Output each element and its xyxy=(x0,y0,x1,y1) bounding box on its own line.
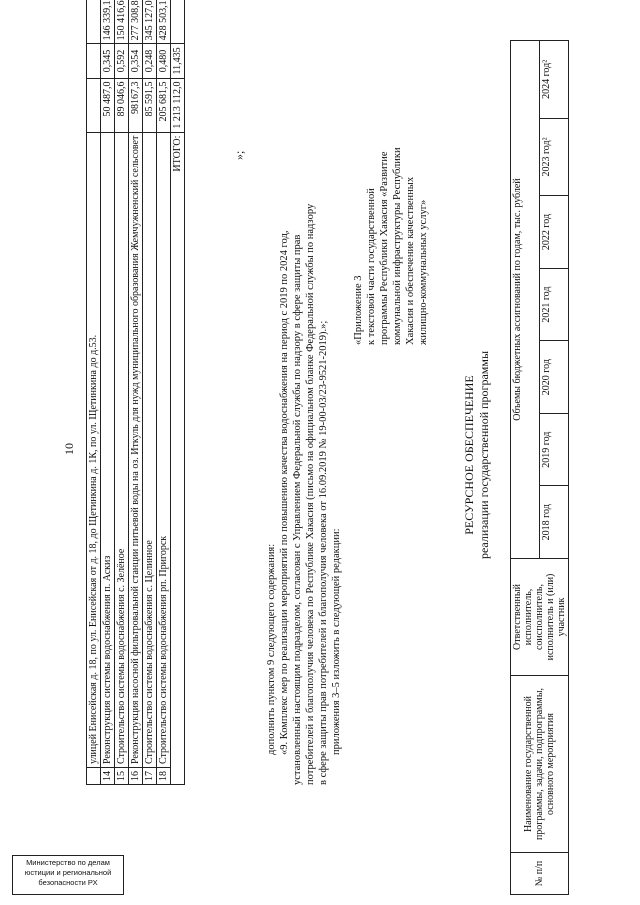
budget-group-header: Объемы бюджетных ассигнований по годам, тыс. рублей xyxy=(511,41,540,559)
year-header: 2022 год xyxy=(540,196,569,269)
year-header: 2020 год xyxy=(540,341,569,414)
col-name-header: Наименование государственной программы, задачи, подпрограммы, основного мероприятия xyxy=(511,676,569,853)
objects-table xyxy=(86,0,185,785)
paragraph-text: «9. Комплекс мер по реализации мероприятий по повышению качества водоснабжения на период с 2019 по 2024 год, xyxy=(279,230,290,755)
section-title: РЕСУРСНОЕ ОБЕСПЕЧЕНИЕ xyxy=(462,375,476,535)
row-name: Строительство системы водоснабжения с. Зелёное xyxy=(115,132,129,767)
stamp-line: юстиции и региональной xyxy=(24,868,112,877)
appendix-line: жилищно-коммунальных услуг» xyxy=(418,199,429,345)
appendix-line: Хакасия и обеспечение качественных xyxy=(405,176,416,345)
col-num-header: № п/п xyxy=(511,853,569,895)
paragraph-text: потребителей и благополучия человека по Республике Хакасия (письмо на официальном бланке Федеральной службы по надзору xyxy=(305,203,316,785)
row-number: 17 xyxy=(143,768,157,785)
row-value-1: 50 487,0 xyxy=(101,78,115,132)
year-header: 2024 год² xyxy=(540,41,569,119)
row-value-3: 150 416,6 xyxy=(115,0,129,44)
page-number: 10 xyxy=(62,443,76,455)
table-row xyxy=(87,0,101,785)
row-name: Реконструкция насосной фильтровальной станции питьевой воды на оз. Иткуль для нужд муниципального образования Жемчужненский сельсовет xyxy=(129,132,143,767)
row-value-1: 85 591,5 xyxy=(143,78,157,132)
paragraph-text: установленный настоящим подразделом, согласован с Управлением Федеральной службы по надзору в сфере защиты прав xyxy=(292,234,303,785)
row-number xyxy=(87,768,101,785)
row-value-1: 98167,3 xyxy=(129,78,143,132)
row-value-3: 345 127,0 xyxy=(143,0,157,44)
row-value-2: 0,345 xyxy=(101,44,115,78)
paragraph-text: в сфере защиты прав потребителей и благополучия человека от 16.09.2019 № 19-00-03/23-9521-2019).»; xyxy=(318,320,329,785)
total-value-2: 11,435 xyxy=(171,44,185,78)
stamp-line: Министерство по делам xyxy=(26,858,110,867)
row-value-2 xyxy=(87,44,101,78)
row-number: 14 xyxy=(101,768,115,785)
row-name: Строительство системы водоснабжения с. Целинное xyxy=(143,132,157,767)
total-value-3 xyxy=(171,0,185,44)
total-value-1: 1 213 112,0 xyxy=(171,78,185,132)
row-value-2: 0,248 xyxy=(143,44,157,78)
appendix-line: программы Республики Хакасия «Развитие xyxy=(379,151,390,345)
row-number: 16 xyxy=(129,768,143,785)
row-value-1: 89 046,6 xyxy=(115,78,129,132)
row-value-3: 146 339,1 xyxy=(101,0,115,44)
row-number: 15 xyxy=(115,768,129,785)
row-value-3: 277 308,8 xyxy=(129,0,143,44)
table-row xyxy=(115,0,129,785)
row-name: Реконструкция системы водоснабжения п. Аскиз xyxy=(101,132,115,767)
year-header: 2023 год² xyxy=(540,118,569,196)
appendix-line: «Приложение 3 xyxy=(353,275,364,345)
total-label: ИТОГО: xyxy=(171,132,185,784)
paragraph-text: приложения 3–5 изложить в следующей редакции: xyxy=(331,528,342,755)
row-name: улицей Енисейская д. 18, по ул. Енисейская от д. 18, до Щетинкина д. 1К, по ул. Щетинкина до д.53. xyxy=(87,132,101,767)
year-header: 2019 год xyxy=(540,413,569,486)
row-number: 18 xyxy=(157,768,171,785)
table-row xyxy=(143,0,157,785)
paragraph-add-item: дополнить пунктом 9 следующего содержания: xyxy=(266,543,277,755)
row-name: Строительство системы водоснабжения рп. Пригорск xyxy=(157,132,171,767)
row-value-3: 428 503,1 xyxy=(157,0,171,44)
row-value-1 xyxy=(87,78,101,132)
table-row xyxy=(101,0,115,785)
row-value-2: 0,480 xyxy=(157,44,171,78)
resources-table xyxy=(510,40,569,895)
row-value-2: 0,592 xyxy=(115,44,129,78)
appendix-note xyxy=(352,147,430,345)
appendix-line: к текстовой части государственной xyxy=(366,188,377,345)
table-row xyxy=(157,0,171,785)
row-value-3 xyxy=(87,0,101,44)
row-value-1: 205 681,5 xyxy=(157,78,171,132)
year-header: 2021 год xyxy=(540,268,569,341)
appendix-line: коммунальной инфраструктуры Республики xyxy=(392,147,403,345)
table-closing-quote: »; xyxy=(232,150,246,160)
table-row xyxy=(129,0,143,785)
year-header: 2018 год xyxy=(540,486,569,559)
section-subtitle: реализации государственной программы xyxy=(477,350,491,560)
table-total-row xyxy=(171,0,185,785)
stamp-line: безопасности РХ xyxy=(38,878,98,887)
col-responsible-header: Ответственный исполнитель, соисполнитель, исполнитель и (или) участник xyxy=(511,559,569,676)
row-value-2: 0,354 xyxy=(129,44,143,78)
